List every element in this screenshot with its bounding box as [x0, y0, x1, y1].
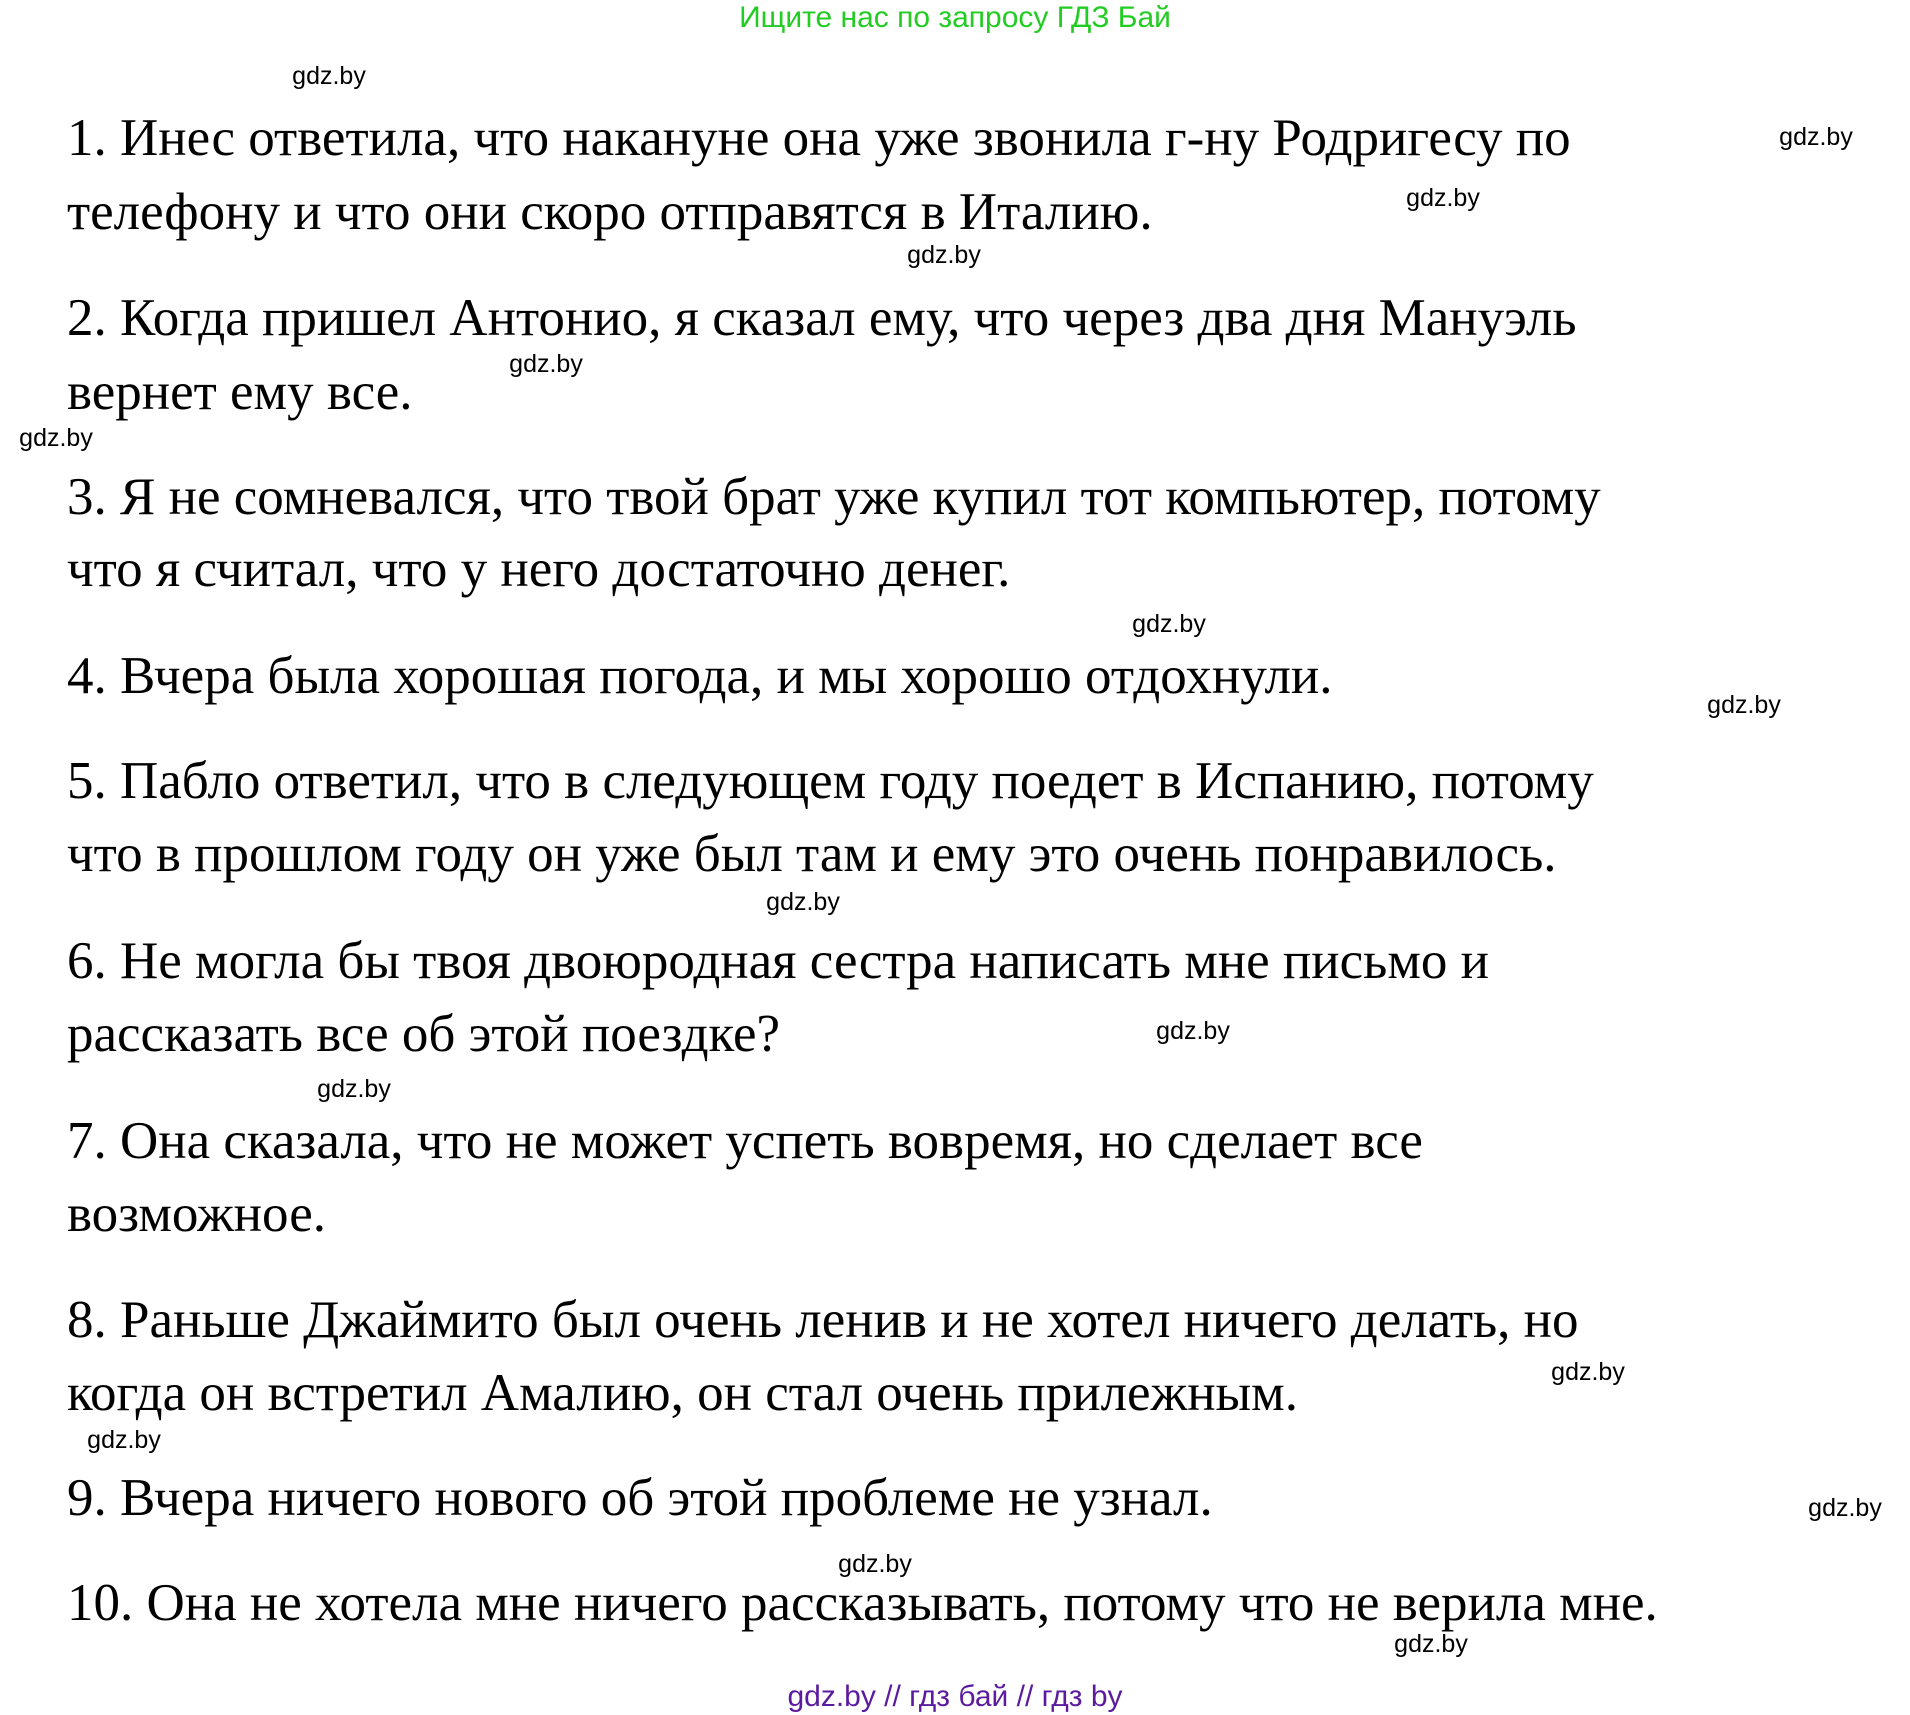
watermark-text: gdz.by	[1808, 1494, 1882, 1522]
watermark-text: gdz.by	[838, 1550, 912, 1578]
watermark-text: gdz.by	[1551, 1358, 1625, 1386]
watermark-text: gdz.by	[1406, 184, 1480, 212]
watermark-text: gdz.by	[907, 241, 981, 269]
watermark-text: gdz.by	[1394, 1630, 1468, 1658]
watermark-text: gdz.by	[317, 1075, 391, 1103]
answer-7-line: возможное.	[67, 1185, 326, 1243]
answer-9-line: 9. Вчера ничего нового об этой проблеме не узнал.	[67, 1469, 1213, 1527]
answer-6-line: рассказать все об этой поездке?	[67, 1005, 781, 1063]
answer-3-line: 3. Я не сомневался, что твой брат уже купил тот компьютер, потому	[67, 468, 1601, 526]
watermark-text: gdz.by	[19, 424, 93, 452]
answer-5-line: что в прошлом году он уже был там и ему это очень понравилось.	[67, 825, 1557, 883]
header-banner: Ищите нас по запросу ГДЗ Бай	[739, 1, 1171, 34]
answer-10-line: 10. Она не хотела мне ничего рассказывать, потому что не верила мне.	[67, 1574, 1658, 1632]
footer-links[interactable]: gdz.by // гдз бай // гдз by	[787, 1680, 1123, 1713]
watermark-text: gdz.by	[766, 888, 840, 916]
answer-2-line: вернет ему все.	[67, 363, 413, 421]
answer-8-line: когда он встретил Амалию, он стал очень прилежным.	[67, 1364, 1298, 1422]
watermark-text: gdz.by	[1132, 610, 1206, 638]
answer-7-line: 7. Она сказала, что не может успеть вовремя, но сделает все	[67, 1112, 1423, 1170]
answer-3-line: что я считал, что у него достаточно денег.	[67, 540, 1011, 598]
watermark-text: gdz.by	[292, 62, 366, 90]
answer-5-line: 5. Пабло ответил, что в следующем году поедет в Испанию, потому	[67, 752, 1594, 810]
watermark-text: gdz.by	[1779, 123, 1853, 151]
answer-8-line: 8. Раньше Джаймито был очень ленив и не хотел ничего делать, но	[67, 1291, 1579, 1349]
answer-2-line: 2. Когда пришел Антонио, я сказал ему, что через два дня Мануэль	[67, 289, 1577, 347]
watermark-text: gdz.by	[1156, 1017, 1230, 1045]
answer-1-line: телефону и что они скоро отправятся в Италию.	[67, 183, 1153, 241]
answer-6-line: 6. Не могла бы твоя двоюродная сестра написать мне письмо и	[67, 932, 1489, 990]
answer-1-line: 1. Инес ответила, что накануне она уже звонила г-ну Родригесу по	[67, 109, 1571, 167]
watermark-text: gdz.by	[509, 350, 583, 378]
answer-4-line: 4. Вчера была хорошая погода, и мы хорошо отдохнули.	[67, 647, 1333, 705]
watermark-text: gdz.by	[87, 1426, 161, 1454]
watermark-text: gdz.by	[1707, 691, 1781, 719]
